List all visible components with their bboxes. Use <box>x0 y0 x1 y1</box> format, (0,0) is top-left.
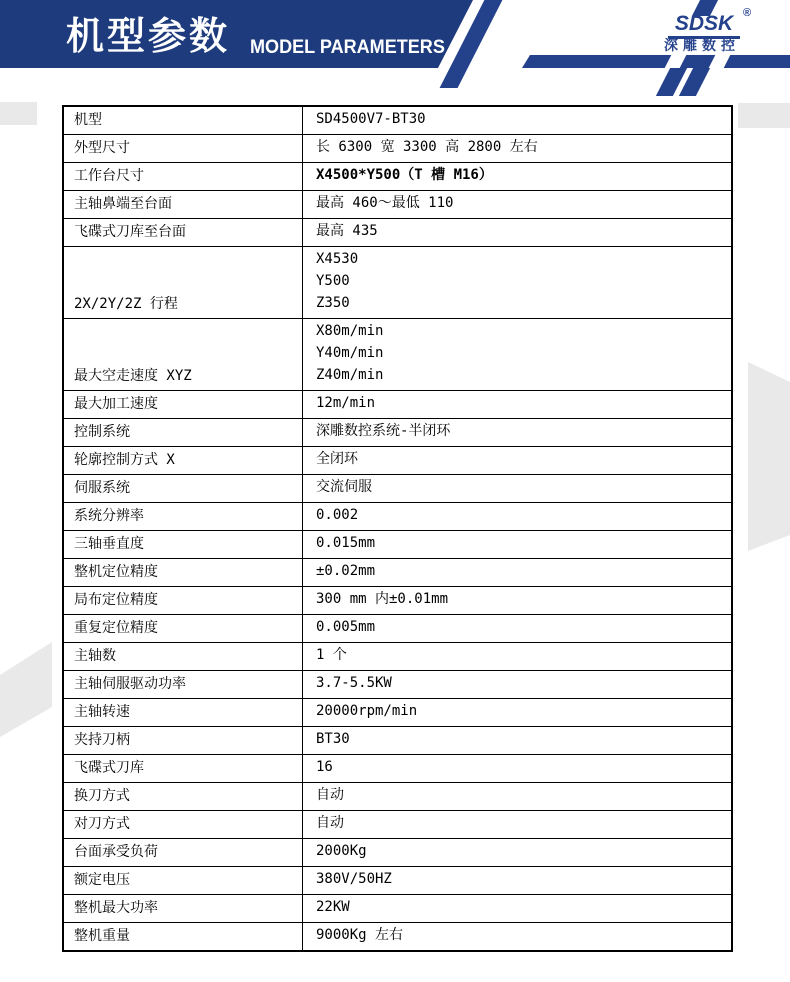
spec-label: 台面承受负荷 <box>63 839 303 867</box>
spec-value <box>303 319 733 391</box>
table-row <box>63 319 732 391</box>
spec-label: 三轴垂直度 <box>63 531 303 559</box>
spec-value-line: 12m/min <box>316 395 376 411</box>
spec-label: 换刀方式 <box>63 783 303 811</box>
page-title-en: MODEL PARAMETERS <box>250 37 445 58</box>
spec-value <box>303 391 733 419</box>
spec-value <box>303 419 733 447</box>
spec-value-line: Z40m/min <box>316 367 384 383</box>
spec-value <box>303 923 733 952</box>
table-row <box>63 755 732 783</box>
spec-label: 局布定位精度 <box>63 587 303 615</box>
table-row <box>63 219 732 247</box>
spec-value <box>303 447 733 475</box>
spec-label: 工作台尺寸 <box>63 163 303 191</box>
spec-value-line: X80m/min <box>316 323 384 339</box>
spec-label: 机型 <box>63 106 303 135</box>
table-row <box>63 671 732 699</box>
spec-label: 对刀方式 <box>63 811 303 839</box>
spec-label: 整机重量 <box>63 923 303 952</box>
spec-value <box>303 699 733 727</box>
spec-value-line: ±0.02mm <box>316 563 376 579</box>
spec-label: 飞碟式刀库至台面 <box>63 219 303 247</box>
table-row <box>63 727 732 755</box>
spec-value <box>303 587 733 615</box>
spec-value-line: 3.7-5.5KW <box>316 675 392 691</box>
table-row <box>63 135 732 163</box>
spec-label: 外型尺寸 <box>63 135 303 163</box>
spec-label: 最大加工速度 <box>63 391 303 419</box>
table-row <box>63 191 732 219</box>
spec-value <box>303 163 733 191</box>
gray-strip-right-decoration <box>738 103 790 128</box>
spec-value <box>303 559 733 587</box>
logo-horizontal-bar <box>522 55 790 68</box>
table-row <box>63 163 732 191</box>
table-row <box>63 475 732 503</box>
gray-chevron-right-decoration <box>748 362 790 551</box>
spec-value-line: Y40m/min <box>316 345 384 361</box>
spec-label: 系统分辨率 <box>63 503 303 531</box>
spec-value-line: 1 个 <box>316 647 347 663</box>
table-row <box>63 615 732 643</box>
spec-value-line: 9000Kg 左右 <box>316 927 404 943</box>
spec-value-line: 300 mm 内±0.01mm <box>316 591 449 607</box>
spec-value-line: 0.005mm <box>316 619 376 635</box>
spec-value <box>303 727 733 755</box>
spec-value <box>303 643 733 671</box>
spec-value <box>303 531 733 559</box>
spec-label: 伺服系统 <box>63 475 303 503</box>
spec-value-line: 22KW <box>316 899 350 915</box>
spec-value-line: 深雕数控系统-半闭环 <box>316 423 451 439</box>
spec-label: 整机最大功率 <box>63 895 303 923</box>
spec-value-line: 380V/50HZ <box>316 871 392 887</box>
gray-chevron-left-decoration <box>0 642 52 737</box>
spec-value-line: Z350 <box>316 295 350 311</box>
spec-value-line: 自动 <box>316 787 344 803</box>
table-row <box>63 531 732 559</box>
spec-value <box>303 247 733 319</box>
table-row <box>63 587 732 615</box>
spec-label: 主轴转速 <box>63 699 303 727</box>
brand-logo: SDSK <box>668 13 740 39</box>
table-row <box>63 503 732 531</box>
registered-trademark-icon: ® <box>743 7 752 19</box>
spec-label: 飞碟式刀库 <box>63 755 303 783</box>
spec-value-line: SD4500V7-BT30 <box>316 111 426 127</box>
table-row <box>63 447 732 475</box>
spec-value-line: 16 <box>316 759 333 775</box>
spec-label: 额定电压 <box>63 867 303 895</box>
table-row <box>63 106 732 135</box>
spec-value <box>303 106 733 135</box>
spec-value <box>303 839 733 867</box>
table-row <box>63 895 732 923</box>
table-row <box>63 247 732 319</box>
spec-value-line: 自动 <box>316 815 344 831</box>
spec-label: 最大空走速度 XYZ <box>63 319 303 391</box>
table-row <box>63 419 732 447</box>
spec-value <box>303 615 733 643</box>
spec-value-line: X4530 <box>316 251 359 267</box>
table-row <box>63 559 732 587</box>
spec-label: 控制系统 <box>63 419 303 447</box>
spec-value-line: Y500 <box>316 273 350 289</box>
table-row <box>63 811 732 839</box>
spec-value <box>303 671 733 699</box>
spec-label: 重复定位精度 <box>63 615 303 643</box>
spec-value <box>303 503 733 531</box>
table-row <box>63 643 732 671</box>
spec-value-line: 0.015mm <box>316 535 376 551</box>
spec-table-body <box>63 106 732 951</box>
spec-value <box>303 191 733 219</box>
spec-label: 整机定位精度 <box>63 559 303 587</box>
table-row <box>63 867 732 895</box>
spec-value <box>303 135 733 163</box>
table-row <box>63 783 732 811</box>
spec-value <box>303 867 733 895</box>
spec-value-line: 长 6300 宽 3300 高 2800 左右 <box>316 139 538 155</box>
spec-value-line: 全闭环 <box>316 451 358 467</box>
spec-value-line: 2000Kg <box>316 843 367 859</box>
table-row <box>63 923 732 952</box>
model-parameters-table <box>62 105 733 952</box>
brand-name-cn: 深雕数控 <box>664 37 740 53</box>
spec-value-line: 最高 435 <box>316 223 378 239</box>
spec-label: 主轴鼻端至台面 <box>63 191 303 219</box>
spec-label: 轮廓控制方式 X <box>63 447 303 475</box>
spec-label: 主轴伺服驱动功率 <box>63 671 303 699</box>
gray-strip-left-decoration <box>0 102 37 125</box>
table-row <box>63 839 732 867</box>
spec-value <box>303 783 733 811</box>
spec-label: 主轴数 <box>63 643 303 671</box>
spec-value-line: BT30 <box>316 731 350 747</box>
spec-value <box>303 755 733 783</box>
spec-label: 夹持刀柄 <box>63 727 303 755</box>
spec-value-line: X4500*Y500（T 槽 M16） <box>316 167 493 183</box>
table-row <box>63 391 732 419</box>
page-title-cn: 机型参数 <box>66 16 231 58</box>
spec-value <box>303 811 733 839</box>
spec-value-line: 20000rpm/min <box>316 703 418 719</box>
spec-value <box>303 219 733 247</box>
spec-value <box>303 895 733 923</box>
spec-value-line: 最高 460～最低 110 <box>316 195 454 211</box>
spec-value-line: 0.002 <box>316 507 359 523</box>
spec-label: 2X/2Y/2Z 行程 <box>63 247 303 319</box>
spec-value <box>303 475 733 503</box>
table-row <box>63 699 732 727</box>
spec-value-line: 交流伺服 <box>316 479 372 495</box>
